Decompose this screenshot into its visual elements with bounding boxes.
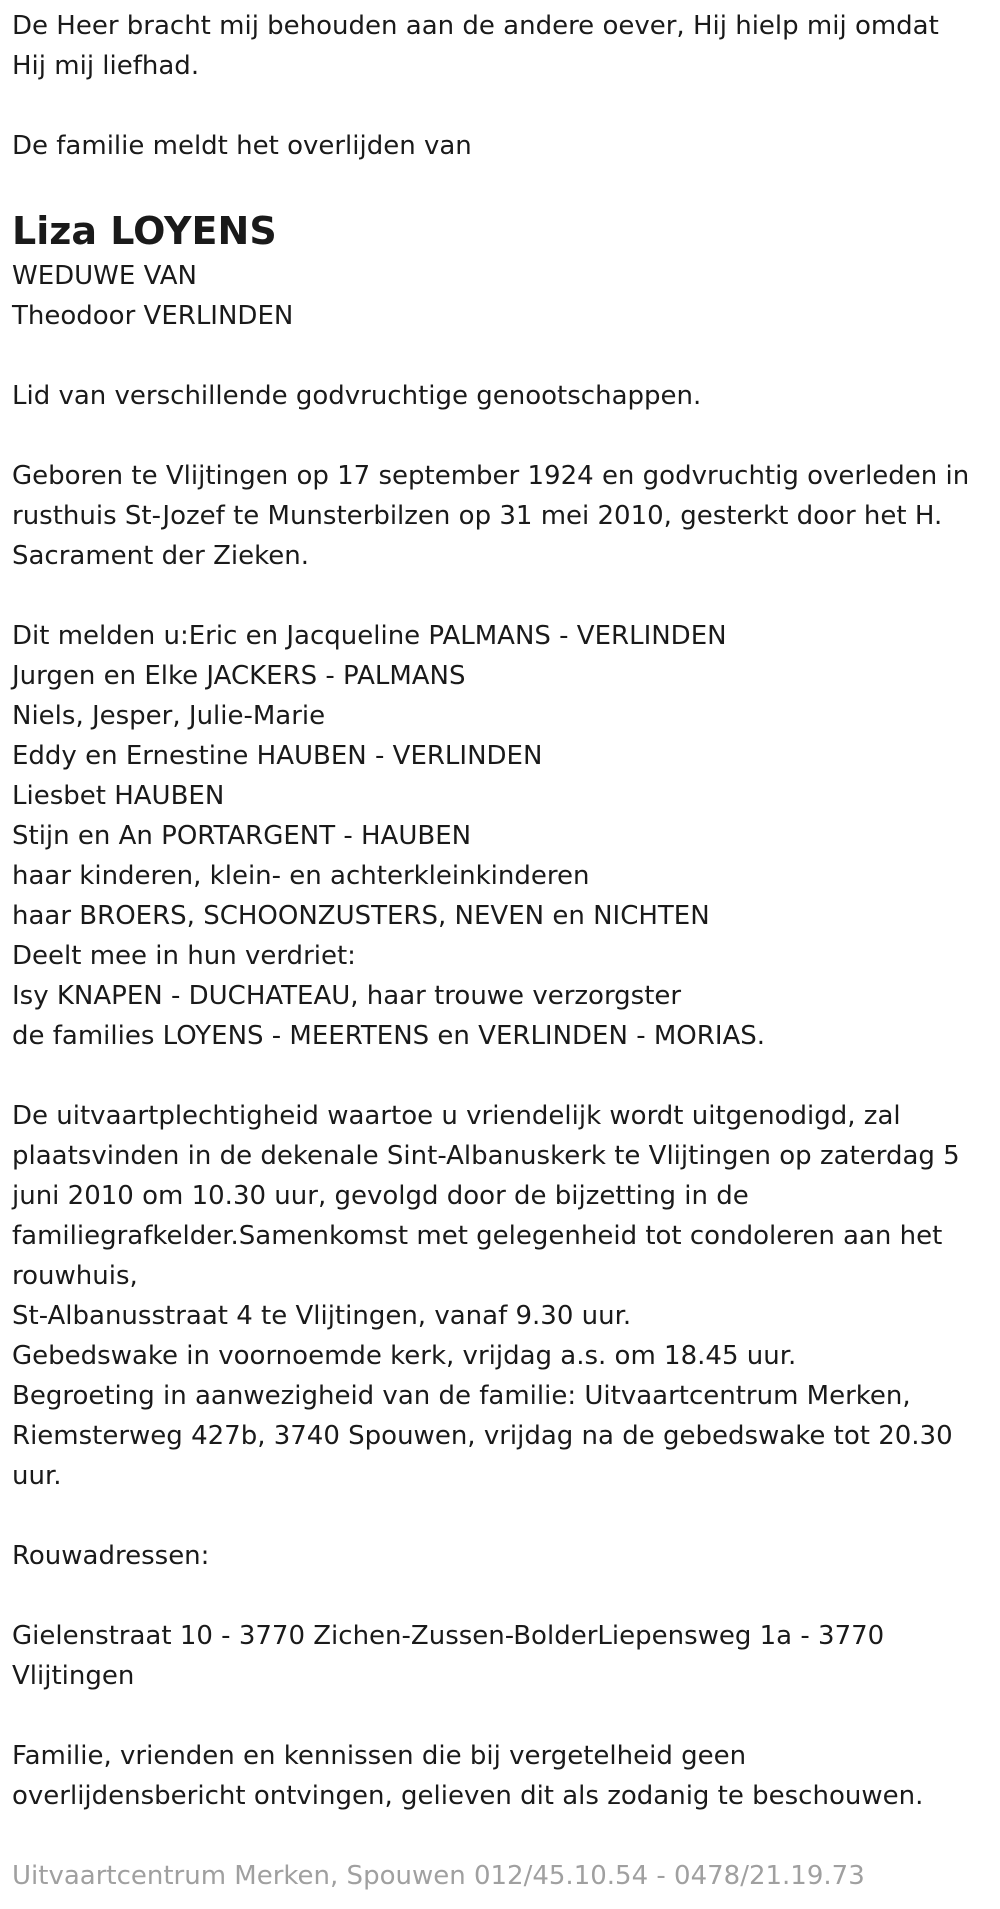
- intro-line: Hij mij liefhad.: [12, 51, 200, 81]
- widow-status: WEDUWE VAN: [12, 261, 197, 291]
- family-line: Liesbet HAUBEN: [12, 781, 225, 811]
- family-line: Eddy en Ernestine HAUBEN - VERLINDEN: [12, 741, 543, 771]
- announcement-text: De familie meldt het overlijden van: [12, 131, 472, 161]
- family-line: haar kinderen, klein- en achterkleinkinderen: [12, 861, 590, 891]
- ceremony-line: rouwhuis,: [12, 1261, 138, 1291]
- addresses-label: Rouwadressen:: [12, 1541, 210, 1571]
- ceremony-line: Gebedswake in voornoemde kerk, vrijdag a.s. om 18.45 uur.: [12, 1341, 797, 1371]
- notice-text: [12, 1736, 988, 1816]
- intro-line: De Heer bracht mij behouden aan de andere oever, Hij hielp mij omdat: [12, 11, 939, 41]
- birth-death-line: Sacrament der Zieken.: [12, 541, 309, 571]
- funeral-home-footer: Uitvaartcentrum Merken, Spouwen 012/45.10.54 - 0478/21.19.73: [12, 1861, 865, 1891]
- ceremony-details: [12, 1096, 988, 1496]
- family-line: Dit melden u:Eric en Jacqueline PALMANS - VERLINDEN: [12, 621, 727, 651]
- mourning-addresses: [12, 1616, 988, 1696]
- address-line: Vlijtingen: [12, 1661, 135, 1691]
- ceremony-line: juni 2010 om 10.30 uur, gevolgd door de bijzetting in de: [12, 1181, 749, 1211]
- spouse-name: Theodoor VERLINDEN: [12, 301, 294, 331]
- membership-text: Lid van verschillende godvruchtige genootschappen.: [12, 381, 702, 411]
- family-line: Deelt mee in hun verdriet:: [12, 941, 356, 971]
- ceremony-line: familiegrafkelder.Samenkomst met gelegenheid tot condoleren aan het: [12, 1221, 943, 1251]
- deceased-name: Liza LOYENS: [12, 209, 277, 253]
- family-list: [12, 616, 988, 1056]
- birth-death-line: Geboren te Vlijtingen op 17 september 1924 en godvruchtig overleden in: [12, 461, 970, 491]
- family-line: Isy KNAPEN - DUCHATEAU, haar trouwe verzorgster: [12, 981, 682, 1011]
- family-line: de families LOYENS - MEERTENS en VERLINDEN - MORIAS.: [12, 1021, 766, 1051]
- family-line: Stijn en An PORTARGENT - HAUBEN: [12, 821, 472, 851]
- birth-death-text: [12, 456, 988, 576]
- family-line: haar BROERS, SCHOONZUSTERS, NEVEN en NICHTEN: [12, 901, 710, 931]
- intro-verse: [12, 6, 988, 86]
- family-line: Jurgen en Elke JACKERS - PALMANS: [12, 661, 466, 691]
- ceremony-line: De uitvaartplechtigheid waartoe u vriendelijk wordt uitgenodigd, zal: [12, 1101, 901, 1131]
- ceremony-line: Riemsterweg 427b, 3740 Spouwen, vrijdag na de gebedswake tot 20.30: [12, 1421, 953, 1451]
- ceremony-line: uur.: [12, 1461, 62, 1491]
- address-line: Gielenstraat 10 - 3770 Zichen-Zussen-BolderLiepensweg 1a - 3770: [12, 1621, 885, 1651]
- ceremony-line: plaatsvinden in de dekenale Sint-Albanuskerk te Vlijtingen op zaterdag 5: [12, 1141, 960, 1171]
- ceremony-line: Begroeting in aanwezigheid van de familie: Uitvaartcentrum Merken,: [12, 1381, 911, 1411]
- ceremony-line: St-Albanusstraat 4 te Vlijtingen, vanaf 9.30 uur.: [12, 1301, 632, 1331]
- notice-line: Familie, vrienden en kennissen die bij vergetelheid geen: [12, 1741, 747, 1771]
- family-line: Niels, Jesper, Julie-Marie: [12, 701, 326, 731]
- birth-death-line: rusthuis St-Jozef te Munsterbilzen op 31 mei 2010, gesterkt door het H.: [12, 501, 943, 531]
- notice-line: overlijdensbericht ontvingen, gelieven dit als zodanig te beschouwen.: [12, 1781, 924, 1811]
- deceased-block: [12, 206, 988, 336]
